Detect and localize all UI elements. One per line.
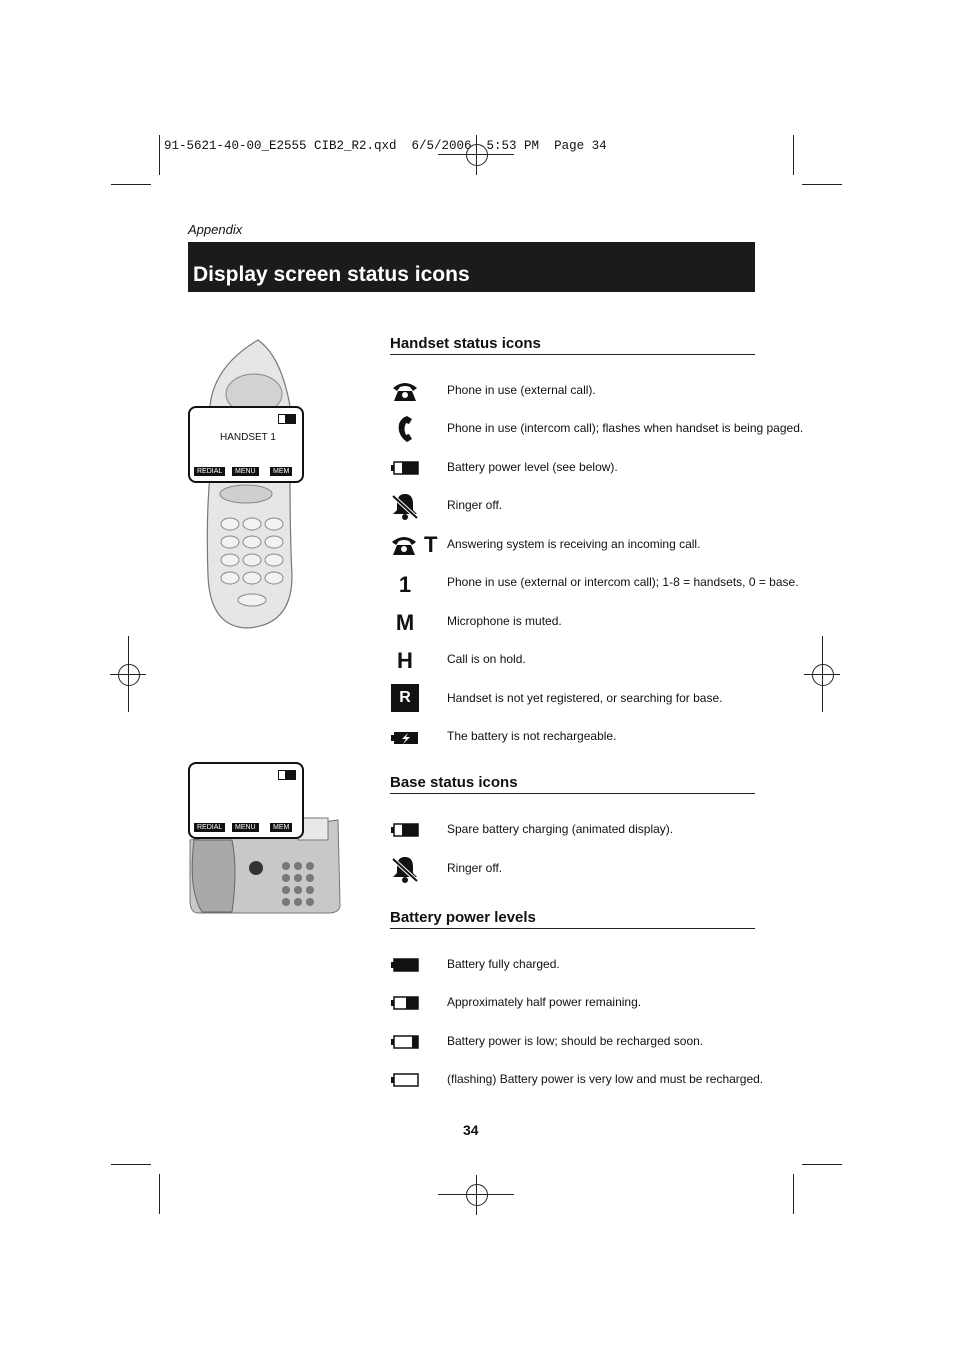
- crop-mark: [159, 135, 160, 175]
- r-box-icon: [390, 684, 420, 712]
- battery-icon: [278, 414, 296, 424]
- status-description: Approximately half power remaining.: [447, 995, 642, 1009]
- section-label: Appendix: [188, 222, 243, 237]
- status-description: Microphone is muted.: [447, 614, 562, 628]
- ringer-off-icon: [390, 855, 420, 883]
- crop-mark: [793, 1174, 794, 1214]
- crop-mark: [128, 636, 129, 712]
- battery-charging-icon: [390, 816, 420, 844]
- phone-icon: [390, 377, 420, 405]
- page-title: Display screen status icons: [193, 263, 470, 286]
- battery-half-icon: [390, 989, 420, 1017]
- digit-1-icon: 1: [398, 572, 412, 597]
- handset-label: HANDSET 1: [220, 432, 276, 443]
- softkey-redial: REDIAL: [194, 823, 225, 832]
- crop-mark: [822, 636, 823, 712]
- battery-icon: [278, 770, 296, 780]
- handset-receiver-icon: [390, 415, 420, 443]
- status-description: Battery fully charged.: [447, 957, 560, 971]
- status-description: Phone in use (external call).: [447, 383, 596, 397]
- section-heading: Handset status icons: [390, 335, 755, 355]
- softkey-menu: MENU: [232, 467, 259, 476]
- crop-mark: [111, 184, 151, 185]
- registration-mark: [118, 664, 140, 686]
- section-heading: Base status icons: [390, 774, 755, 794]
- crop-mark: [111, 1164, 151, 1165]
- status-description: Answering system is receiving an incoming call.: [447, 537, 701, 551]
- r-glyph: R: [391, 684, 419, 712]
- battery-full-icon: [390, 951, 420, 979]
- status-description: Spare battery charging (animated display).: [447, 822, 674, 836]
- non-rechargeable-battery-icon: [390, 724, 420, 752]
- crop-mark: [159, 1174, 160, 1214]
- base-display-screen: [188, 762, 304, 839]
- status-description: Phone in use (external or intercom call); 1-8 = handsets, 0 = base.: [447, 575, 799, 589]
- status-description: Ringer off.: [447, 498, 503, 512]
- status-description: The battery is not rechargeable.: [447, 729, 617, 743]
- t-glyph: T: [424, 532, 438, 557]
- battery-empty-icon: [390, 1066, 420, 1094]
- status-description: Phone in use (intercom call); flashes when handset is being paged.: [447, 421, 804, 435]
- softkey-mem: MEM: [270, 823, 292, 832]
- status-description: Ringer off.: [447, 861, 503, 875]
- m-icon: M: [395, 610, 415, 635]
- handset-illustration: [186, 336, 306, 631]
- crop-mark: [802, 184, 842, 185]
- handset-drawing: [186, 336, 306, 631]
- page-number: 34: [463, 1122, 479, 1138]
- softkey-redial: REDIAL: [194, 467, 225, 476]
- status-description: Battery power is low; should be recharged soon.: [447, 1034, 704, 1048]
- softkey-mem: MEM: [270, 467, 292, 476]
- registration-mark: [812, 664, 834, 686]
- phone-t-icon: [390, 531, 440, 559]
- status-description: Battery power level (see below).: [447, 460, 618, 474]
- status-description: (flashing) Battery power is very low and must be recharged.: [447, 1072, 764, 1086]
- ringer-off-icon: [390, 492, 420, 520]
- crop-mark: [802, 1164, 842, 1165]
- status-description: Call is on hold.: [447, 652, 526, 666]
- registration-mark: [466, 1184, 488, 1206]
- handset-display-screen: [188, 406, 304, 483]
- h-icon: H: [397, 648, 413, 673]
- crop-mark: [476, 1175, 477, 1215]
- softkey-menu: MENU: [232, 823, 259, 832]
- crop-mark: [793, 135, 794, 175]
- battery-low-icon: [390, 1028, 420, 1056]
- print-slug: 91-5621-40-00_E2555 CIB2_R2.qxd 6/5/2006 5:53 PM Page 34: [164, 139, 607, 153]
- section-heading: Battery power levels: [390, 909, 755, 929]
- status-description: Handset is not yet registered, or searching for base.: [447, 691, 723, 705]
- battery-icon: [390, 454, 420, 482]
